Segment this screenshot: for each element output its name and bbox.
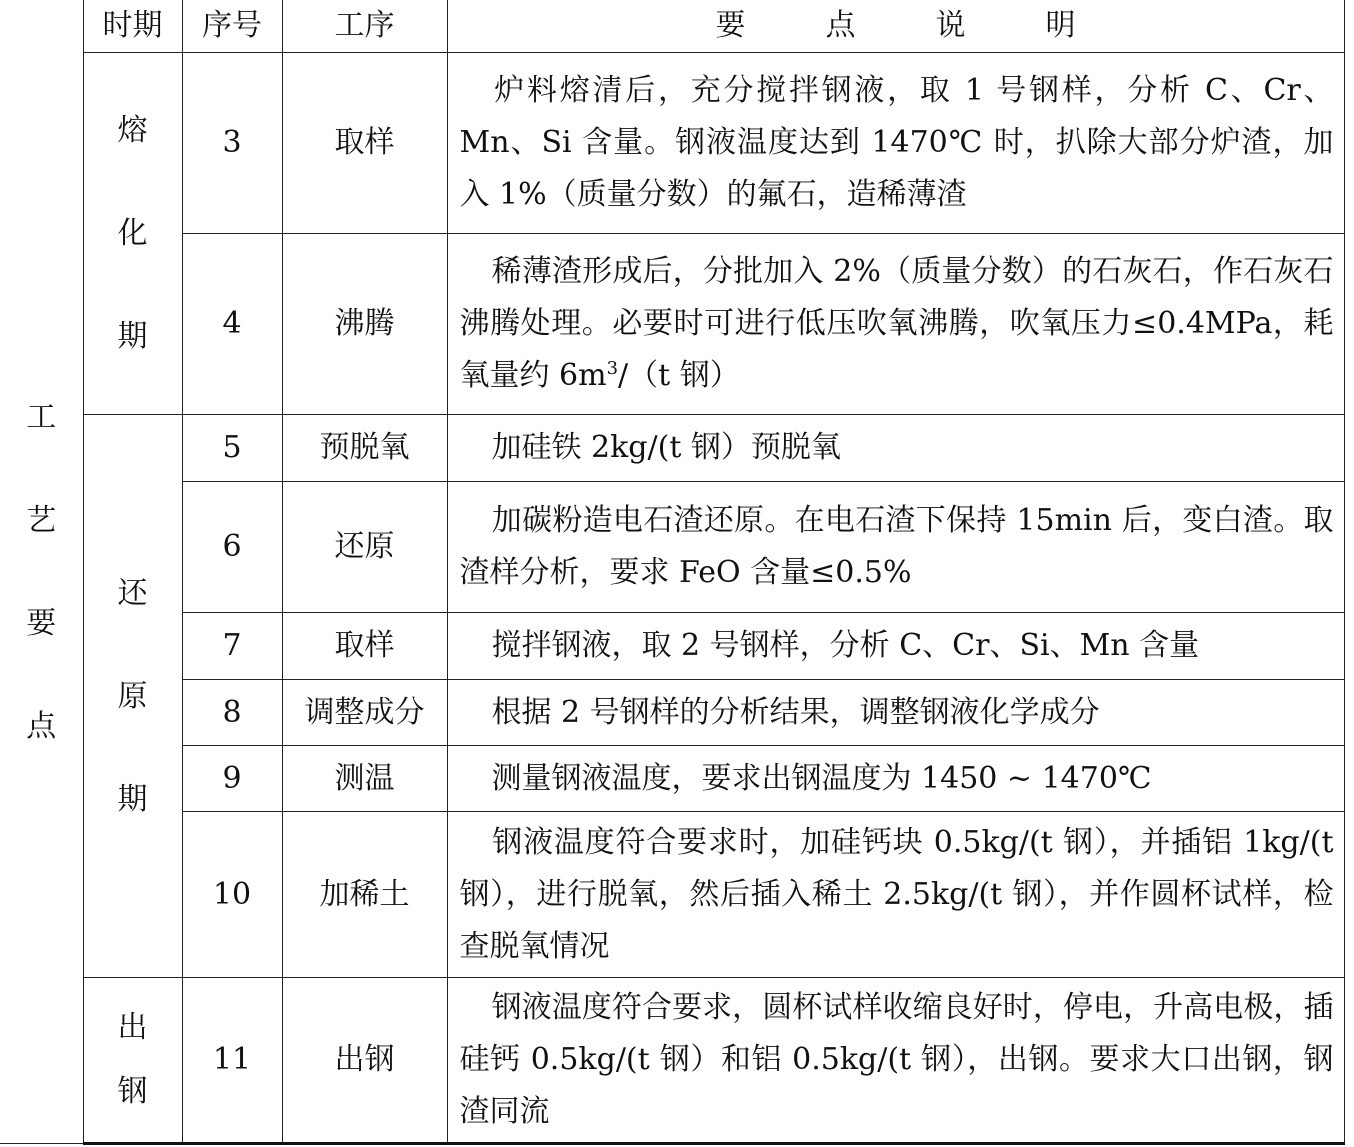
seq-cell: 8 — [182, 680, 282, 746]
table-row — [0, 234, 1344, 415]
description-cell: 测量钢液温度，要求出钢温度为 1450 ~ 1470℃ — [447, 746, 1344, 812]
side-label-char: 点 — [26, 708, 57, 744]
seq-cell: 11 — [182, 978, 282, 1144]
description-cell: 钢液温度符合要求时，加硅钙块 0.5kg/(t 钢），并插铝 1kg/(t 钢），进行脱氧，然后插入稀土 2.5kg/(t 钢），并作圆杯试样，检查脱氧情况 — [447, 812, 1344, 978]
process-cell: 出钢 — [282, 978, 447, 1144]
description-cell: 加碳粉造电石渣还原。在电石渣下保持 15min 后，变白渣。取渣样分析，要求 FeO 含量≤0.5% — [447, 482, 1344, 613]
description-cell: 炉料熔清后，充分搅拌钢液，取 1 号钢样，分析 C、Cr、Mn、Si 含量。钢液温度达到 1470℃ 时，扒除大部分炉渣，加入 1%（质量分数）的氟石，造稀薄渣 — [447, 53, 1344, 234]
side-label-char: 艺 — [26, 502, 57, 538]
seq-cell: 3 — [182, 53, 282, 234]
table-row — [0, 613, 1344, 680]
description-cell: 稀薄渣形成后，分批加入 2%（质量分数）的石灰石，作石灰石沸腾处理。必要时可进行低压吹氧沸腾，吹氧压力≤0.4MPa，耗氧量约 $6m^3/(t$ 钢） — [447, 234, 1344, 415]
seq-cell: 9 — [182, 746, 282, 812]
table-row — [0, 746, 1344, 812]
process-cell: 加稀土 — [282, 812, 447, 978]
description-cell: 加硅铁 2kg/(t 钢）预脱氧 — [447, 415, 1344, 482]
header-seq: 序号 — [182, 0, 282, 53]
seq-cell: 7 — [182, 613, 282, 680]
header-period: 时期 — [83, 0, 182, 53]
period-melting: 熔 化 期 — [83, 53, 182, 415]
table-row — [0, 680, 1344, 746]
period-tapping: 出 钢 — [83, 978, 182, 1144]
side-label-cell — [0, 0, 83, 1144]
process-cell: 还原 — [282, 482, 447, 613]
table-row — [0, 53, 1344, 234]
seq-cell: 10 — [182, 812, 282, 978]
process-cell: 沸腾 — [282, 234, 447, 415]
table-row — [0, 812, 1344, 978]
table-row — [0, 415, 1344, 482]
process-cell: 取样 — [282, 53, 447, 234]
process-cell: 调整成分 — [282, 680, 447, 746]
seq-cell: 5 — [182, 415, 282, 482]
process-cell: 测温 — [282, 746, 447, 812]
header-process: 工序 — [282, 0, 447, 53]
table-row — [0, 482, 1344, 613]
process-cell: 取样 — [282, 613, 447, 680]
seq-cell: 4 — [182, 234, 282, 415]
description-cell: 搅拌钢液，取 2 号钢样，分析 C、Cr、Si、Mn 含量 — [447, 613, 1344, 680]
side-label-char: 要 — [26, 605, 57, 641]
table-header-row — [0, 0, 1344, 53]
process-cell: 预脱氧 — [282, 415, 447, 482]
seq-cell: 6 — [182, 482, 282, 613]
description-cell: 钢液温度符合要求，圆杯试样收缩良好时，停电，升高电极，插硅钙 0.5kg/(t 钢）和铝 0.5kg/(t 钢），出钢。要求大口出钢，钢渣同流 — [447, 978, 1344, 1144]
period-reduction: 还 原 期 — [83, 415, 182, 978]
description-cell: 根据 2 号钢样的分析结果，调整钢液化学成分 — [447, 680, 1344, 746]
side-label-char: 工 — [26, 399, 57, 435]
header-description: 要 点 说 明 — [447, 0, 1344, 53]
table-row — [0, 978, 1344, 1144]
